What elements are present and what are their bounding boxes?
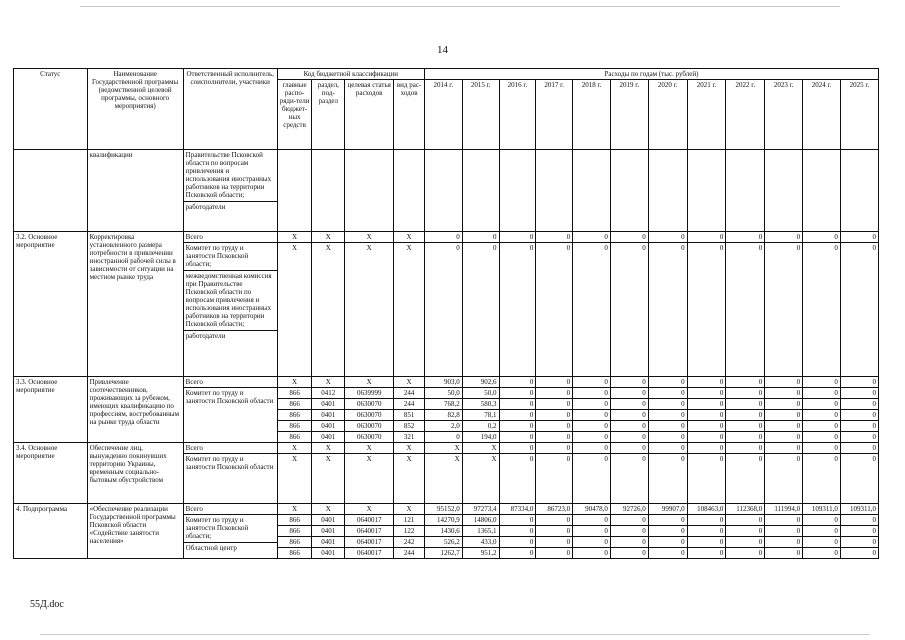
amount-cell: 0 — [687, 548, 726, 559]
amount-cell: 97273,4 — [462, 504, 499, 515]
amount-cell: 0 — [610, 243, 648, 377]
amount-cell: 0 — [610, 388, 648, 399]
amount-cell: 50,0 — [462, 388, 499, 399]
amount-cell: 0 — [726, 515, 765, 526]
amount-cell: 0 — [648, 388, 687, 399]
amount-cell: 0,2 — [462, 421, 499, 432]
amount-cell: 0 — [840, 421, 878, 432]
amount-cell: X — [462, 454, 499, 504]
amount-cell: 0 — [840, 454, 878, 504]
amount-cell: 0 — [610, 443, 648, 454]
amount-cell: 0 — [499, 443, 536, 454]
amount-cell: 0 — [573, 454, 611, 504]
amount-cell: 0 — [536, 399, 573, 410]
amount-cell: 0 — [648, 410, 687, 421]
amount-cell: 0 — [840, 548, 878, 559]
code-cell: X — [277, 443, 312, 454]
amount-cell: 0 — [462, 243, 499, 377]
amount-cell: 0 — [726, 399, 765, 410]
amount-cell: 0 — [765, 421, 803, 432]
code-cell: 0401 — [312, 410, 345, 421]
amount-cell: 0 — [499, 232, 536, 243]
code-cell: X — [312, 377, 345, 388]
code-cell: X — [312, 454, 345, 504]
s4-status: 4. Подпрограмма — [14, 504, 88, 559]
header-year: 2015 г. — [462, 80, 499, 150]
amount-cell: 0 — [648, 548, 687, 559]
amount-cell: 0 — [765, 443, 803, 454]
code-cell: 866 — [277, 421, 312, 432]
header-year: 2021 г. — [687, 80, 726, 150]
amount-cell: 902,6 — [462, 377, 499, 388]
code-cell: 0640017 — [345, 537, 394, 548]
amount-cell: 0 — [499, 421, 536, 432]
amount-cell: 0 — [573, 526, 611, 537]
amount-cell: 526,2 — [424, 537, 462, 548]
amount-cell: 433,0 — [462, 537, 499, 548]
amount-cell: 0 — [803, 432, 841, 443]
amount-cell: 0 — [765, 377, 803, 388]
footer-filename: 55Д.doc — [30, 599, 64, 610]
header-year: 2022 г. — [726, 80, 765, 150]
code-cell: 866 — [277, 515, 312, 526]
header-budget-code: Код бюджетной классификации — [277, 69, 424, 80]
amount-cell: 0 — [499, 537, 536, 548]
amount-cell: 0 — [765, 432, 803, 443]
s33-status: 3.3. Основное мероприятие — [14, 377, 88, 443]
amount-cell: 0 — [573, 232, 611, 243]
amount-cell: 0 — [803, 243, 841, 377]
amount-cell: 0 — [840, 377, 878, 388]
header-executor: Ответственный исполнитель, соисполнители, участники — [183, 69, 277, 150]
amount-cell: 0 — [573, 443, 611, 454]
code-cell: X — [277, 504, 312, 515]
amount-cell: 0 — [462, 232, 499, 243]
amount-cell: 0 — [610, 232, 648, 243]
amount-cell: 0 — [840, 232, 878, 243]
code-cell: 866 — [277, 432, 312, 443]
amount-cell: 0 — [610, 399, 648, 410]
amount-cell: X — [424, 454, 462, 504]
amount-cell: 951,2 — [462, 548, 499, 559]
amount-cell: 82,8 — [424, 410, 462, 421]
amount-cell: 0 — [803, 377, 841, 388]
amount-cell: 0 — [573, 243, 611, 377]
code-cell: 0630070 — [345, 432, 394, 443]
amount-cell: 0 — [648, 443, 687, 454]
amount-cell: 0 — [687, 443, 726, 454]
code-cell: X — [277, 232, 312, 243]
amount-cell: 112368,0 — [726, 504, 765, 515]
amount-cell: 0 — [648, 399, 687, 410]
cont-status — [14, 150, 88, 232]
scan-edge-top — [80, 6, 840, 7]
amount-cell: 0 — [499, 548, 536, 559]
s4-executor: Комитет по труду и занятости Псковской области; Областной центр — [183, 515, 277, 559]
code-cell: X — [345, 232, 394, 243]
amount-cell: 0 — [536, 421, 573, 432]
amount-cell: 14806,0 — [462, 515, 499, 526]
code-cell: X — [394, 443, 425, 454]
amount-cell: 0 — [499, 377, 536, 388]
s34-status: 3.4. Основное мероприятие — [14, 443, 88, 504]
amount-cell: 0 — [648, 537, 687, 548]
code-cell: 0401 — [312, 399, 345, 410]
amount-cell: 0 — [726, 410, 765, 421]
header-year: 2018 г. — [573, 80, 611, 150]
amount-cell: 0 — [610, 377, 648, 388]
amount-cell: 903,0 — [424, 377, 462, 388]
header-rz: раздел, под-раздел — [312, 80, 345, 150]
amount-cell: 0 — [803, 421, 841, 432]
code-cell: 0639999 — [345, 388, 394, 399]
code-cell: 866 — [277, 526, 312, 537]
amount-cell: 0 — [573, 421, 611, 432]
amount-cell: 0 — [610, 515, 648, 526]
amount-cell: 0 — [499, 410, 536, 421]
amount-cell: 0 — [536, 388, 573, 399]
header-year: 2024 г. — [803, 80, 841, 150]
amount-cell: 0 — [573, 388, 611, 399]
amount-cell: 0 — [803, 548, 841, 559]
amount-cell: 0 — [536, 232, 573, 243]
amount-cell: 0 — [840, 388, 878, 399]
header-year: 2020 г. — [648, 80, 687, 150]
code-cell: 0401 — [312, 421, 345, 432]
amount-cell: 0 — [610, 421, 648, 432]
amount-cell: X — [424, 443, 462, 454]
amount-cell: 0 — [499, 243, 536, 377]
s34-name: Обеспечение лиц, вынужденно покинувших территорию Украины, временным социально-бытовым обустройством — [87, 443, 183, 504]
amount-cell: 0 — [499, 399, 536, 410]
table-header — [14, 69, 879, 150]
amount-cell: 580,3 — [462, 399, 499, 410]
header-year: 2025 г. — [840, 80, 878, 150]
amount-cell: 0 — [765, 537, 803, 548]
code-cell: 0640017 — [345, 515, 394, 526]
amount-cell: 0 — [726, 243, 765, 377]
amount-cell: 0 — [803, 537, 841, 548]
amount-cell: 90478,0 — [573, 504, 611, 515]
amount-cell: 0 — [610, 454, 648, 504]
continuation-row — [14, 150, 879, 232]
code-cell: 321 — [394, 432, 425, 443]
header-name: Наименование Государственной программы (ведомственной целевой программы, основного мероприятия) — [87, 69, 183, 150]
amount-cell: 0 — [687, 388, 726, 399]
amount-cell: 0 — [648, 243, 687, 377]
amount-cell: 0 — [648, 454, 687, 504]
amount-cell: 0 — [610, 548, 648, 559]
amount-cell: 0 — [536, 243, 573, 377]
amount-cell: 0 — [499, 515, 536, 526]
amount-cell: 0 — [573, 537, 611, 548]
amount-cell: 0 — [536, 377, 573, 388]
code-cell: X — [345, 504, 394, 515]
amount-cell: 0 — [687, 454, 726, 504]
page-number: 14 — [437, 44, 448, 56]
amount-cell: 0 — [573, 548, 611, 559]
amount-cell: 78,1 — [462, 410, 499, 421]
code-cell: X — [312, 232, 345, 243]
amount-cell: 0 — [726, 537, 765, 548]
code-cell: 0401 — [312, 548, 345, 559]
amount-cell: 0 — [803, 388, 841, 399]
s33-name: Привлечение соотечественников, проживающих за рубежом, имеющих квалификацию по профессиям, востребованным на рынке труда области — [87, 377, 183, 443]
amount-cell: 0 — [648, 515, 687, 526]
amount-cell: 92726,0 — [610, 504, 648, 515]
amount-cell: 0 — [765, 454, 803, 504]
code-cell: 0401 — [312, 537, 345, 548]
code-cell: 866 — [277, 548, 312, 559]
amount-cell: 0 — [840, 410, 878, 421]
amount-cell: 0 — [726, 388, 765, 399]
header-year: 2016 г. — [499, 80, 536, 150]
code-cell: X — [312, 504, 345, 515]
code-cell: 242 — [394, 537, 425, 548]
code-cell: X — [394, 454, 425, 504]
amount-cell: 0 — [765, 410, 803, 421]
code-cell: 0630070 — [345, 421, 394, 432]
cont-executor: Правительстве Псковской области по вопросам привлечения и использования иностранных работников на территории Псковской области; работодатели — [183, 150, 277, 232]
amount-cell: 0 — [573, 515, 611, 526]
amount-cell: 0 — [648, 421, 687, 432]
amount-cell: 0 — [803, 454, 841, 504]
amount-cell: 86723,0 — [536, 504, 573, 515]
amount-cell: 0 — [536, 526, 573, 537]
amount-cell: 0 — [840, 515, 878, 526]
code-cell: X — [277, 243, 312, 377]
amount-cell: 0 — [840, 537, 878, 548]
s33-executor: Комитет по труду и занятости Псковской области — [183, 388, 277, 443]
amount-cell: 95152,0 — [424, 504, 462, 515]
amount-cell: 0 — [803, 526, 841, 537]
code-cell: 122 — [394, 526, 425, 537]
s32-name: Корректировка установленного размера потребности в привлечении иностранной рабочей силы в зависимости от ситуации на местном рынке труда — [87, 232, 183, 377]
budget-table — [13, 68, 879, 559]
s32-executor: Комитет по труду и занятости Псковской области; межведомственная комиссия при Правительстве Псковской области по вопросам привлечения и использования иностранных работников на территории Псковской области; работодатели — [183, 243, 277, 377]
code-cell: 852 — [394, 421, 425, 432]
amount-cell: 14270,9 — [424, 515, 462, 526]
amount-cell: 0 — [803, 399, 841, 410]
header-cs: целевая статья расходов — [345, 80, 394, 150]
amount-cell: 0 — [536, 432, 573, 443]
amount-cell: 0 — [803, 515, 841, 526]
code-cell: 244 — [394, 548, 425, 559]
s34-executor: Комитет по труду и занятости Псковской области — [183, 454, 277, 504]
amount-cell: 0 — [765, 232, 803, 243]
amount-cell: 0 — [610, 410, 648, 421]
amount-cell: 0 — [424, 232, 462, 243]
code-cell: X — [345, 443, 394, 454]
code-cell: 0401 — [312, 526, 345, 537]
code-cell: 244 — [394, 388, 425, 399]
amount-cell: 0 — [687, 399, 726, 410]
s32-total-label: Всего — [183, 232, 277, 243]
amount-cell: 768,2 — [424, 399, 462, 410]
amount-cell: 50,0 — [424, 388, 462, 399]
header-vr: вид рас-ходов — [394, 80, 425, 150]
amount-cell: 0 — [726, 232, 765, 243]
header-status: Статус — [14, 69, 88, 150]
code-cell: 0630070 — [345, 399, 394, 410]
amount-cell: 0 — [573, 410, 611, 421]
amount-cell: 87334,0 — [499, 504, 536, 515]
amount-cell: 109311,0 — [840, 504, 878, 515]
amount-cell: 0 — [499, 388, 536, 399]
code-cell: 866 — [277, 399, 312, 410]
code-cell: 121 — [394, 515, 425, 526]
code-cell: 0401 — [312, 432, 345, 443]
code-cell: X — [345, 243, 394, 377]
code-cell: 0640017 — [345, 526, 394, 537]
code-cell: 0630070 — [345, 410, 394, 421]
amount-cell: 0 — [765, 388, 803, 399]
amount-cell: 0 — [499, 526, 536, 537]
amount-cell: 0 — [726, 548, 765, 559]
amount-cell: 0 — [840, 399, 878, 410]
code-cell: X — [394, 232, 425, 243]
s33-total-label: Всего — [183, 377, 277, 388]
amount-cell: 0 — [687, 515, 726, 526]
amount-cell: 109311,0 — [803, 504, 841, 515]
code-cell: X — [312, 443, 345, 454]
amount-cell: 111994,0 — [765, 504, 803, 515]
amount-cell: 0 — [424, 432, 462, 443]
amount-cell: 0 — [840, 432, 878, 443]
amount-cell: 0 — [687, 243, 726, 377]
amount-cell: 0 — [765, 515, 803, 526]
amount-cell: 0 — [765, 243, 803, 377]
amount-cell: 0 — [803, 410, 841, 421]
code-cell: 866 — [277, 410, 312, 421]
header-year: 2023 г. — [765, 80, 803, 150]
amount-cell: 0 — [803, 443, 841, 454]
code-cell: 244 — [394, 399, 425, 410]
amount-cell: 0 — [687, 410, 726, 421]
amount-cell: 0 — [726, 526, 765, 537]
code-cell: 851 — [394, 410, 425, 421]
code-cell: X — [345, 377, 394, 388]
code-cell: 0640017 — [345, 548, 394, 559]
amount-cell: 1262,7 — [424, 548, 462, 559]
s32-status: 3.2. Основное мероприятие — [14, 232, 88, 377]
amount-cell: 0 — [536, 515, 573, 526]
header-year: 2019 г. — [610, 80, 648, 150]
amount-cell: 0 — [648, 232, 687, 243]
scan-edge-bottom — [40, 634, 870, 635]
amount-cell: 0 — [536, 548, 573, 559]
amount-cell: 0 — [803, 232, 841, 243]
code-cell: 866 — [277, 388, 312, 399]
amount-cell: 0 — [536, 537, 573, 548]
amount-cell: 0 — [424, 243, 462, 377]
amount-cell: 0 — [687, 537, 726, 548]
amount-cell: 0 — [648, 432, 687, 443]
table-row — [14, 504, 879, 515]
amount-cell: 0 — [726, 377, 765, 388]
code-cell: X — [394, 377, 425, 388]
s4-name: «Обеспечение реализации Государственной программы Псковской области «Содействие занятости населения» — [87, 504, 183, 559]
amount-cell: 0 — [840, 526, 878, 537]
code-cell: 0401 — [312, 515, 345, 526]
amount-cell: 0 — [687, 377, 726, 388]
amount-cell: 0 — [573, 432, 611, 443]
amount-cell: 108463,0 — [687, 504, 726, 515]
amount-cell: 0 — [536, 454, 573, 504]
amount-cell: 0 — [610, 432, 648, 443]
amount-cell: 2,0 — [424, 421, 462, 432]
amount-cell: 1365,1 — [462, 526, 499, 537]
amount-cell: 0 — [687, 421, 726, 432]
code-cell: X — [394, 504, 425, 515]
table-row — [14, 377, 879, 388]
amount-cell: 0 — [726, 454, 765, 504]
code-cell: X — [277, 377, 312, 388]
amount-cell: X — [462, 443, 499, 454]
cont-name: квалификации — [87, 150, 183, 232]
s34-total-label: Всего — [183, 443, 277, 454]
header-year: 2017 г. — [536, 80, 573, 150]
amount-cell: 0 — [573, 399, 611, 410]
code-cell: 0412 — [312, 388, 345, 399]
amount-cell: 0 — [610, 537, 648, 548]
code-cell: X — [394, 243, 425, 377]
amount-cell: 0 — [499, 454, 536, 504]
amount-cell: 0 — [765, 526, 803, 537]
amount-cell: 0 — [840, 243, 878, 377]
s4-total-label: Всего — [183, 504, 277, 515]
amount-cell: 194,0 — [462, 432, 499, 443]
amount-cell: 0 — [840, 443, 878, 454]
header-gr: главные распо-ряди-тели бюджет-ных средств — [277, 80, 312, 150]
amount-cell: 0 — [536, 410, 573, 421]
amount-cell: 0 — [765, 548, 803, 559]
table-row — [14, 232, 879, 243]
amount-cell: 0 — [648, 526, 687, 537]
amount-cell: 0 — [765, 399, 803, 410]
amount-cell: 0 — [536, 443, 573, 454]
header-expenses: Расходы по годам (тыс. рублей) — [424, 69, 878, 80]
amount-cell: 0 — [687, 232, 726, 243]
table-row — [14, 443, 879, 454]
code-cell: X — [277, 454, 312, 504]
amount-cell: 0 — [499, 432, 536, 443]
code-cell: 866 — [277, 537, 312, 548]
amount-cell: 1430,6 — [424, 526, 462, 537]
amount-cell: 99907,0 — [648, 504, 687, 515]
amount-cell: 0 — [648, 377, 687, 388]
code-cell: X — [345, 454, 394, 504]
amount-cell: 0 — [687, 526, 726, 537]
amount-cell: 0 — [610, 526, 648, 537]
code-cell: X — [312, 243, 345, 377]
amount-cell: 0 — [573, 377, 611, 388]
amount-cell: 0 — [726, 421, 765, 432]
amount-cell: 0 — [726, 432, 765, 443]
header-year: 2014 г. — [424, 80, 462, 150]
amount-cell: 0 — [726, 443, 765, 454]
amount-cell: 0 — [687, 432, 726, 443]
